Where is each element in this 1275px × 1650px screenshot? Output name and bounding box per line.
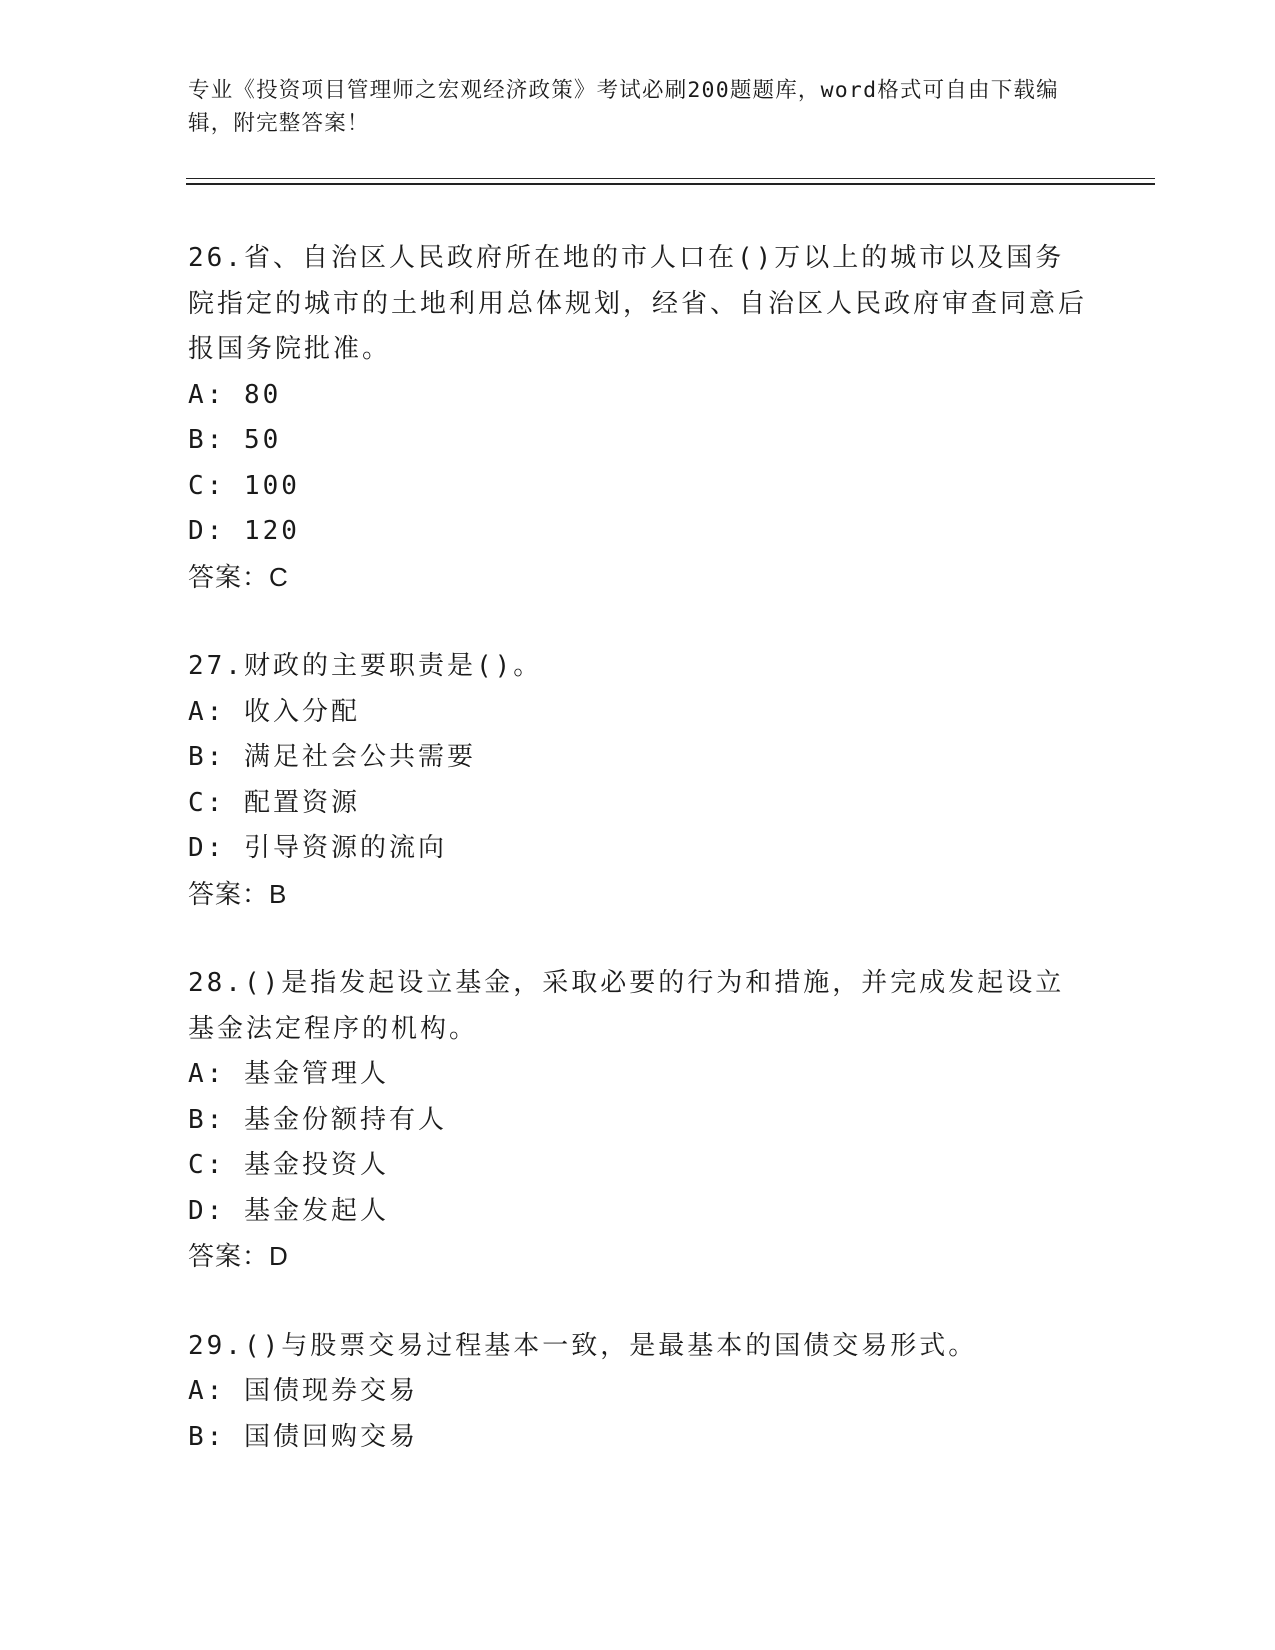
option-a: A: 基金管理人: [188, 1059, 389, 1089]
option-c: C: 100: [188, 470, 300, 501]
option-c: C: 配置资源: [188, 787, 360, 818]
option-b: B: 50: [188, 425, 282, 455]
option-a: A: 80: [188, 379, 282, 410]
question-26: [188, 236, 1088, 600]
option-d: D: 基金发起人: [188, 1195, 389, 1226]
option-a: A: 国债现券交易: [188, 1376, 418, 1406]
question-list: [188, 236, 1088, 1504]
question-stem: 28.()是指发起设立基金，采取必要的行为和措施，并完成发起设立基金法定程序的机构。: [188, 968, 1065, 1044]
answer-label: 答案：D: [188, 1241, 289, 1271]
answer-label: 答案：C: [188, 561, 289, 592]
document-header: 专业《投资项目管理师之宏观经济政策》考试必刷200题题库，word格式可自由下载编辑，附完整答案！: [188, 78, 1059, 136]
question-29: [188, 1324, 1088, 1461]
option-d: D: 120: [188, 516, 300, 546]
header-divider-double: [186, 183, 1155, 185]
question-stem: 27.财政的主要职责是()。: [188, 651, 543, 681]
answer-label: 答案：B: [188, 878, 288, 909]
option-c: C: 基金投资人: [188, 1150, 389, 1180]
option-b: B: 满足社会公共需要: [188, 742, 476, 772]
question-stem: 29.()与股票交易过程基本一致，是最基本的国债交易形式。: [188, 1330, 978, 1361]
question-28: [188, 961, 1088, 1280]
question-stem: 26.省、自治区人民政府所在地的市人口在()万以上的城市以及国务院指定的城市的土地利用总体规划，经省、自治区人民政府审查同意后报国务院批准。: [188, 243, 1088, 364]
option-b: B: 国债回购交易: [188, 1421, 418, 1452]
option-a: A: 收入分配: [188, 696, 360, 727]
question-27: [188, 644, 1088, 917]
header-divider: [186, 178, 1155, 179]
option-d: D: 引导资源的流向: [188, 833, 447, 863]
option-b: B: 基金份额持有人: [188, 1104, 447, 1135]
